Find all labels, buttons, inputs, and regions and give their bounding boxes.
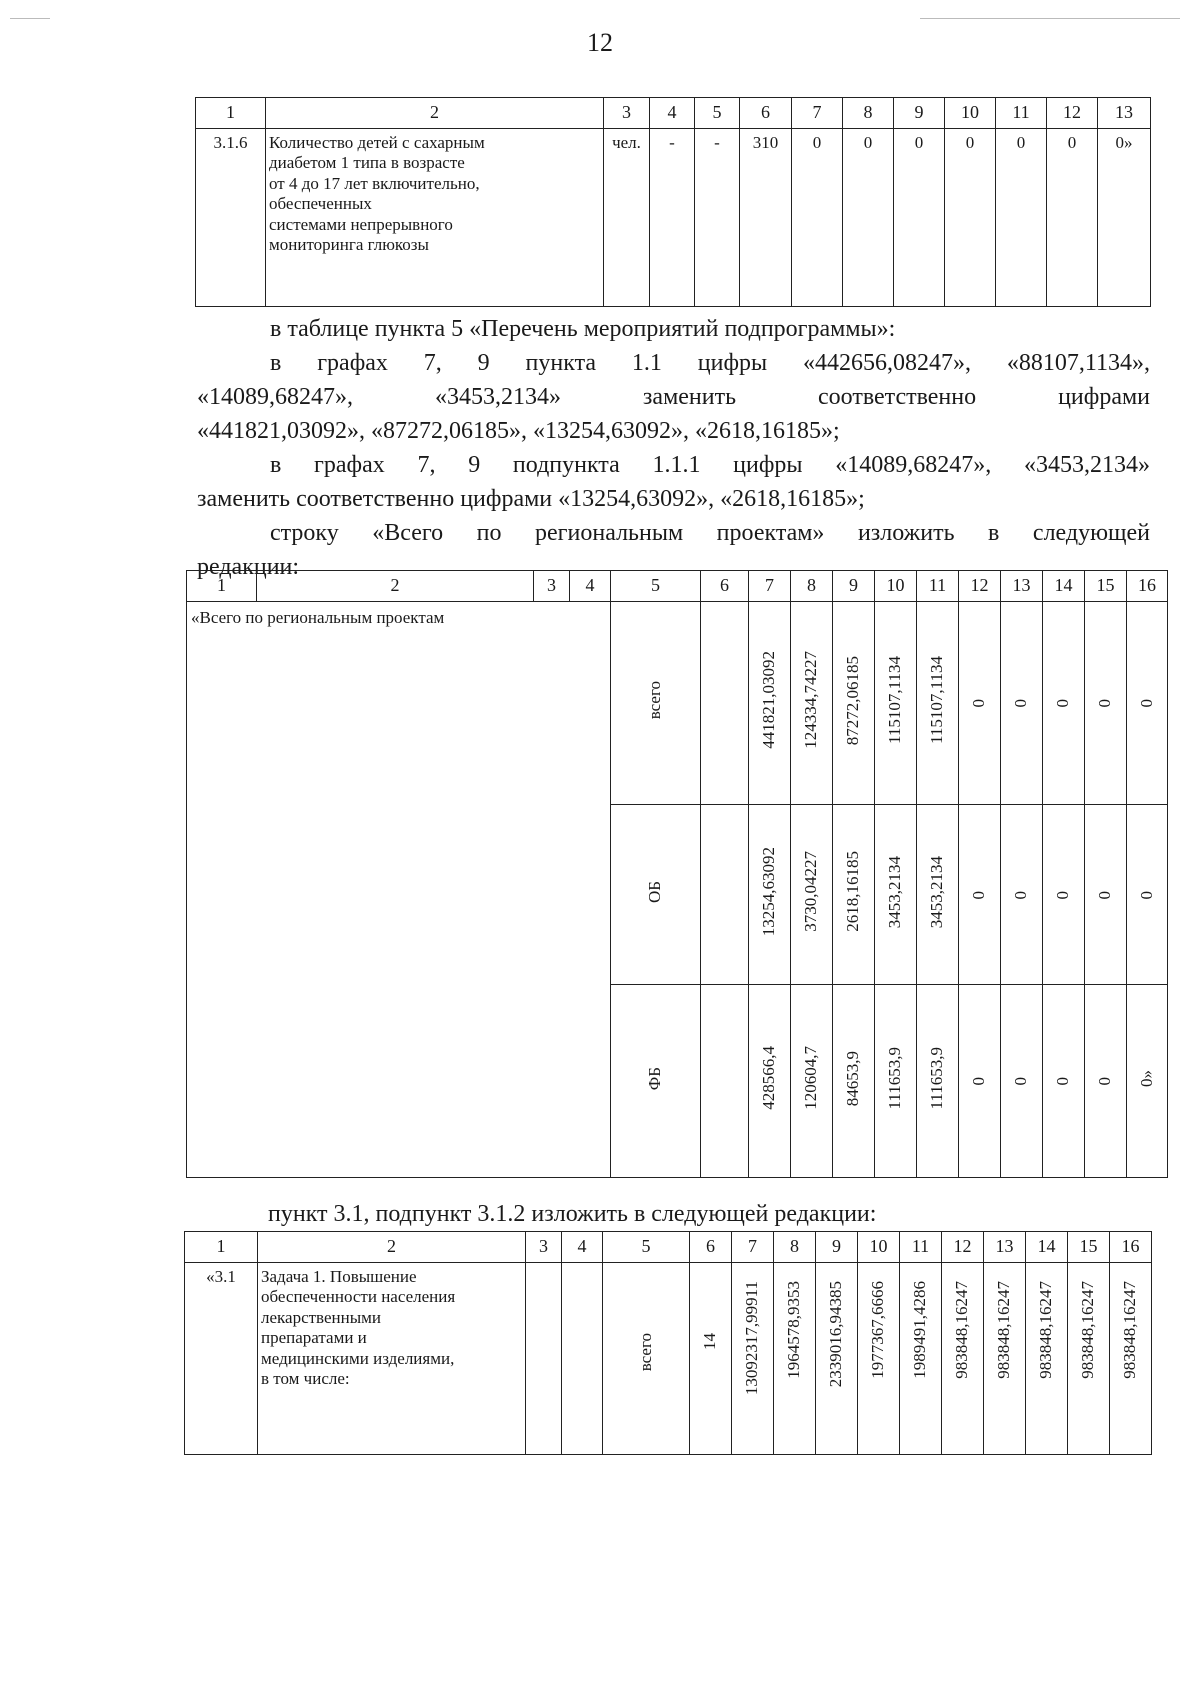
row-name-line: лекарственными (261, 1307, 381, 1327)
value-cell (791, 805, 833, 985)
table-header-row (185, 1232, 1152, 1263)
value-text: 983848,16247 (994, 1281, 1014, 1379)
value-cell (1001, 985, 1043, 1178)
value-cell (833, 602, 875, 805)
row-name-line: от 4 до 17 лет включительно, (269, 173, 480, 193)
unit-cell: чел. (604, 129, 650, 307)
value-cell (875, 602, 917, 805)
row-name-line: обеспеченных (269, 194, 372, 214)
funding-label: всего (635, 1333, 655, 1372)
column-number: 12 (959, 571, 1001, 602)
column-number: 4 (562, 1232, 603, 1263)
value-text: 441821,03092 (759, 651, 779, 750)
row-name-line: диабетом 1 типа в возрасте (269, 153, 465, 173)
value-cell (917, 602, 959, 805)
value-cell (875, 985, 917, 1178)
value-cell (1043, 985, 1085, 1178)
value-cell (917, 985, 959, 1178)
row-name (258, 1263, 526, 1455)
column-number: 9 (894, 98, 945, 129)
value-cell: 0 (894, 129, 945, 307)
table-header-row (187, 571, 1168, 602)
value-text: 0 (1136, 890, 1156, 900)
value-cell (1085, 805, 1127, 985)
value-cell (1043, 602, 1085, 805)
value-text: 115107,1134 (927, 656, 947, 745)
page-number: 12 (587, 28, 613, 57)
column-number: 8 (843, 98, 894, 129)
row-number: «3.1 (185, 1263, 258, 1455)
row-title: «Всего по региональным проектам (187, 602, 611, 1178)
value-text: 1989491,4286 (910, 1281, 930, 1379)
value-text: 13092317,99911 (742, 1281, 762, 1396)
paragraph-line: заменить соответственно цифрами «13254,63092», «2618,16185»; (197, 486, 865, 512)
column-number: 4 (650, 98, 695, 129)
column-number: 12 (942, 1232, 984, 1263)
value-text: 983848,16247 (1036, 1281, 1056, 1379)
table-row-total (187, 602, 1168, 805)
value-text: 111653,9 (885, 1047, 905, 1110)
value-cell (1085, 602, 1127, 805)
row-name-line: обеспеченности населения (261, 1287, 456, 1307)
column-number: 2 (258, 1232, 526, 1263)
value-cell (1127, 805, 1168, 985)
row-name-line: Задача 1. Повышение (261, 1267, 417, 1286)
empty-cell (562, 1263, 603, 1455)
value-cell (1127, 602, 1168, 805)
value-cell (1127, 985, 1168, 1178)
value-cell (942, 1263, 984, 1455)
column-number: 1 (185, 1232, 258, 1263)
value-text: 983848,16247 (1078, 1281, 1098, 1379)
scan-mark (920, 18, 1180, 19)
value-cell: - (695, 129, 740, 307)
value-text: 0 (1095, 1077, 1115, 1086)
value-text: 1964578,9353 (784, 1281, 804, 1379)
value-cell (774, 1263, 816, 1455)
value-cell: 0» (1098, 129, 1151, 307)
value-cell (816, 1263, 858, 1455)
value-cell (1043, 805, 1085, 985)
column-number: 14 (1043, 571, 1085, 602)
value-cell (749, 602, 791, 805)
value-cell: 0 (945, 129, 996, 307)
value-text: 0 (1095, 890, 1115, 900)
value-cell (690, 1263, 732, 1455)
table-row (196, 129, 1151, 307)
column-number: 3 (604, 98, 650, 129)
funding-label: всего (645, 681, 665, 720)
value-cell (1001, 602, 1043, 805)
value-cell (1001, 805, 1043, 985)
value-text: 14 (700, 1333, 720, 1350)
empty-cell (701, 805, 749, 985)
value-cell: - (650, 129, 695, 307)
value-text: 1977367,6666 (868, 1281, 888, 1379)
funding-label-cell (611, 805, 701, 985)
empty-cell (701, 985, 749, 1178)
value-cell (791, 985, 833, 1178)
row-name-line: препаратами и (261, 1328, 367, 1348)
value-text: 0 (1011, 890, 1031, 900)
value-text: 120604,7 (801, 1046, 821, 1111)
regional-projects-table (186, 570, 1168, 1178)
value-text: 3453,2134 (885, 855, 905, 928)
paragraph-line: в графах 7, 9 пункта 1.1 цифры «442656,08247», «88107,1134», (270, 350, 1150, 376)
column-number: 10 (875, 571, 917, 602)
column-number: 4 (570, 571, 611, 602)
value-text: 84653,9 (843, 1050, 863, 1106)
row-name-line: мониторинга глюкозы (269, 234, 429, 254)
column-number: 1 (196, 98, 266, 129)
value-cell (900, 1263, 942, 1455)
column-number: 7 (732, 1232, 774, 1263)
column-number: 6 (690, 1232, 732, 1263)
value-text: 111653,9 (927, 1047, 947, 1110)
column-number: 9 (833, 571, 875, 602)
value-cell (1110, 1263, 1152, 1455)
empty-cell (526, 1263, 562, 1455)
row-name-line: Количество детей с сахарным (269, 133, 485, 152)
value-cell (858, 1263, 900, 1455)
value-cell (1026, 1263, 1068, 1455)
column-number: 7 (749, 571, 791, 602)
value-cell: 0 (792, 129, 843, 307)
column-number: 10 (945, 98, 996, 129)
value-text: 983848,16247 (1120, 1281, 1140, 1379)
funding-label: ФБ (645, 1066, 665, 1090)
value-cell (1085, 985, 1127, 1178)
row-name-line: в том числе: (261, 1368, 350, 1388)
task-table (184, 1231, 1152, 1455)
column-number: 12 (1047, 98, 1098, 129)
column-number: 8 (774, 1232, 816, 1263)
value-cell (875, 805, 917, 985)
funding-label-cell (603, 1263, 690, 1455)
value-text: 115107,1134 (885, 656, 905, 745)
value-text: 3730,04227 (801, 851, 821, 933)
value-text: 3453,2134 (927, 855, 947, 928)
column-number: 2 (266, 98, 604, 129)
value-text: 428566,4 (759, 1046, 779, 1111)
column-number: 9 (816, 1232, 858, 1263)
value-cell (749, 805, 791, 985)
row-name-line: медицинскими изделиями, (261, 1348, 455, 1368)
value-cell (959, 985, 1001, 1178)
value-text: 0 (1136, 699, 1156, 708)
column-number: 5 (603, 1232, 690, 1263)
funding-label-cell (611, 985, 701, 1178)
value-text: 0 (1011, 699, 1031, 708)
paragraph-line: в графах 7, 9 подпункта 1.1.1 цифры «14089,68247», «3453,2134» (270, 452, 1150, 478)
column-number: 13 (1098, 98, 1151, 129)
column-number: 16 (1110, 1232, 1152, 1263)
value-text: 87272,06185 (843, 655, 863, 745)
value-text: 2339016,94385 (826, 1281, 846, 1388)
column-number: 6 (740, 98, 792, 129)
value-cell (959, 805, 1001, 985)
column-number: 11 (996, 98, 1047, 129)
column-number: 16 (1127, 571, 1168, 602)
column-number: 13 (1001, 571, 1043, 602)
scan-mark (10, 18, 50, 19)
paragraph-line: редакции: (197, 554, 300, 580)
column-number: 11 (917, 571, 959, 602)
value-text: 13254,63092 (759, 847, 779, 937)
column-number: 7 (792, 98, 843, 129)
column-number: 1 (187, 571, 257, 602)
value-text: 0» (1136, 1069, 1156, 1087)
value-text: 0 (1053, 699, 1073, 708)
column-number: 10 (858, 1232, 900, 1263)
value-cell (917, 805, 959, 985)
paragraph-line: «441821,03092», «87272,06185», «13254,63092», «2618,16185»; (197, 418, 840, 444)
value-cell (1068, 1263, 1110, 1455)
row-name-line: системами непрерывного (269, 214, 453, 234)
value-text: 0 (969, 890, 989, 900)
value-text: 0 (1053, 1077, 1073, 1086)
column-number: 8 (791, 571, 833, 602)
table-row (185, 1263, 1152, 1455)
value-text: 0 (1011, 1077, 1031, 1086)
value-cell (749, 985, 791, 1178)
column-number: 13 (984, 1232, 1026, 1263)
indicator-table (195, 97, 1151, 307)
column-number: 2 (257, 571, 534, 602)
value-cell: 310 (740, 129, 792, 307)
value-text: 2618,16185 (843, 851, 863, 933)
column-number: 14 (1026, 1232, 1068, 1263)
paragraph-line: в таблице пункта 5 «Перечень мероприятий подпрограммы»: (270, 316, 896, 342)
value-cell: 0 (843, 129, 894, 307)
value-text: 0 (1095, 699, 1115, 708)
row-number: 3.1.6 (196, 129, 266, 307)
value-text: 983848,16247 (952, 1281, 972, 1379)
value-text: 124334,74227 (801, 651, 821, 750)
column-number: 15 (1085, 571, 1127, 602)
value-cell (833, 985, 875, 1178)
value-cell: 0 (996, 129, 1047, 307)
column-number: 15 (1068, 1232, 1110, 1263)
empty-cell (701, 602, 749, 805)
table-header-row (196, 98, 1151, 129)
paragraph-line: «14089,68247», «3453,2134» заменить соответственно цифрами (197, 384, 1150, 410)
column-number: 6 (701, 571, 749, 602)
paragraph-line: строку «Всего по региональным проектам» изложить в следующей (270, 520, 1150, 546)
value-text: 0 (969, 699, 989, 708)
row-name (266, 129, 604, 307)
value-text: 0 (969, 1077, 989, 1086)
value-text: 0 (1053, 890, 1073, 900)
column-number: 5 (695, 98, 740, 129)
funding-label: ОБ (645, 880, 665, 903)
column-number: 5 (611, 571, 701, 602)
value-cell (732, 1263, 774, 1455)
funding-label-cell (611, 602, 701, 805)
column-number: 3 (534, 571, 570, 602)
value-cell (984, 1263, 1026, 1455)
value-cell: 0 (1047, 129, 1098, 307)
column-number: 3 (526, 1232, 562, 1263)
value-cell (833, 805, 875, 985)
value-cell (791, 602, 833, 805)
value-cell (959, 602, 1001, 805)
column-number: 11 (900, 1232, 942, 1263)
paragraph-line: пункт 3.1, подпункт 3.1.2 изложить в следующей редакции: (268, 1201, 877, 1227)
